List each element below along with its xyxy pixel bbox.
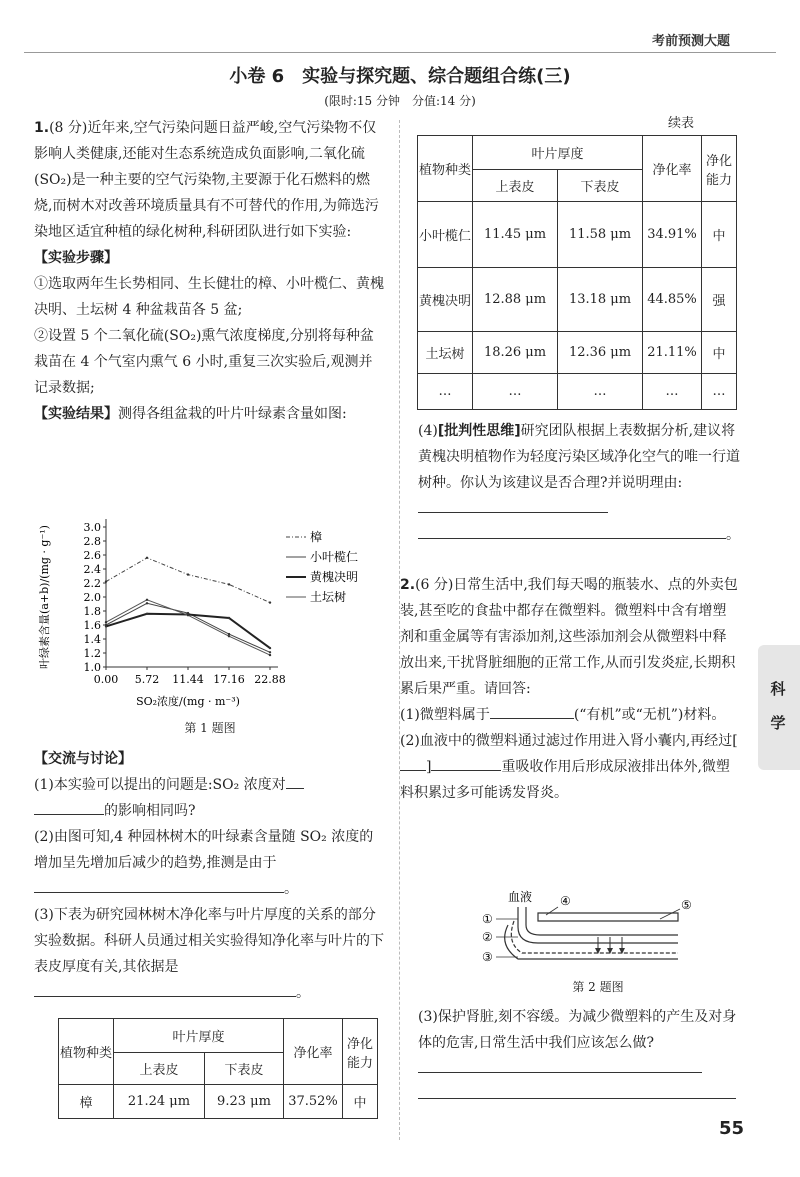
q2-part-1-suffix: (“有机”或“无机”)材料。 <box>573 707 726 723</box>
q1-score: (8 分) <box>49 120 88 136</box>
q1-part-2-text: (2)由图可知,4 种园林树木的叶绿素含量随 SO₂ 浓度的增加呈先增加后减少的趋势,推测是由于 <box>34 829 374 871</box>
x-axis-label: SO₂浓度/(mg · m⁻³) <box>136 695 240 708</box>
cell-rate: 34.91% <box>643 202 702 268</box>
thickness-table-part-2 <box>417 135 737 410</box>
y-tick-label: 2.8 <box>83 535 101 548</box>
q2-part-2-text-c: 重吸收作用后形成尿液排出体外,微塑料积累过多可能诱发肾炎。 <box>400 759 730 801</box>
cell-rate: 37.52% <box>284 1085 343 1119</box>
cell-ability: 中 <box>702 202 737 268</box>
cell-species: 黄槐决明 <box>418 268 473 332</box>
cell-upper: … <box>473 374 558 410</box>
table-row <box>418 374 737 410</box>
table-row <box>59 1085 378 1119</box>
q1-part-4 <box>418 418 740 548</box>
thickness-table-part-1 <box>58 1018 378 1119</box>
y-tick-label: 1.6 <box>83 619 101 632</box>
q1-part-1-suffix: 的影响相同吗? <box>104 803 196 819</box>
legend-label-3: 土坛树 <box>310 590 347 604</box>
q2-intro <box>400 572 740 702</box>
data-point <box>105 580 107 582</box>
page-title: 小卷 6 实验与探究题、综合题组合练(三) <box>229 66 571 87</box>
y-tick-label: 2.2 <box>83 577 101 590</box>
q1-part-4-blank-b[interactable] <box>418 524 726 539</box>
q2-part-1-blank[interactable] <box>490 704 574 719</box>
q1-part-4-label: (4) <box>418 423 438 439</box>
q1-part-2 <box>34 824 386 902</box>
data-point <box>105 621 107 623</box>
y-tick-label: 1.4 <box>83 633 101 646</box>
cell-species: … <box>418 374 473 410</box>
q2-part-3-text: (3)保护肾脏,刻不容缓。为减少微塑料的产生及对身体的危害,日常生活中我们应该怎么做? <box>418 1009 737 1051</box>
series-line-2 <box>106 614 270 648</box>
q2-part-3 <box>418 1004 740 1108</box>
q1-part-1 <box>34 772 386 824</box>
data-point <box>269 651 271 653</box>
q2-part-3-blank-b[interactable] <box>418 1084 736 1099</box>
q2-part-2 <box>400 728 740 806</box>
cell-lower: 12.36 μm <box>558 332 643 374</box>
th-upper: 上表皮 <box>473 170 558 202</box>
data-point <box>187 573 189 575</box>
data-point <box>228 617 230 619</box>
data-point <box>146 613 148 615</box>
q1-part-3 <box>34 902 386 1006</box>
q1-part-2-blank[interactable] <box>34 878 284 893</box>
series-line-3 <box>106 600 270 655</box>
cell-ability: 强 <box>702 268 737 332</box>
y-tick-label: 2.6 <box>83 549 101 562</box>
th-rate: 净化率 <box>284 1019 343 1085</box>
cell-rate: 21.11% <box>643 332 702 374</box>
q2-part-1 <box>400 702 740 728</box>
cell-rate: … <box>643 374 702 410</box>
data-point <box>187 614 189 616</box>
data-point <box>146 557 148 559</box>
nephron-diagram <box>478 885 718 977</box>
cell-species: 樟 <box>59 1085 114 1119</box>
y-tick-label: 1.0 <box>83 661 101 674</box>
table-row <box>418 202 737 268</box>
th-upper: 上表皮 <box>114 1053 205 1085</box>
cell-lower: 9.23 μm <box>204 1085 283 1119</box>
q2-part-2-bracket: ] <box>426 759 432 775</box>
legend-label-0: 樟 <box>310 530 323 544</box>
data-point <box>269 647 271 649</box>
label-1: ① <box>482 912 493 926</box>
header-section-label: 考前预测大题 <box>651 34 730 49</box>
y-tick-label: 2.0 <box>83 591 101 604</box>
q2-part-2-blank-number[interactable] <box>400 756 426 771</box>
y-tick-label: 1.8 <box>83 605 101 618</box>
label-5: ⑤ <box>681 898 692 912</box>
cell-ability: 中 <box>702 332 737 374</box>
q1-part-4-end: 。 <box>726 527 740 543</box>
y-tick-label: 2.4 <box>83 563 101 576</box>
label-3: ③ <box>482 950 493 964</box>
th-species: 植物种类 <box>418 136 473 202</box>
q1-result-text: 测得各组盆栽的叶片叶绿素含量如图: <box>118 406 347 422</box>
y-tick-label: 3.0 <box>83 521 101 534</box>
data-point <box>269 601 271 603</box>
q1-figure-caption: 第 1 题图 <box>184 721 236 735</box>
q2-part-3-blank-a[interactable] <box>418 1058 702 1073</box>
cell-ability: … <box>702 374 737 410</box>
page-subtitle: (限时:15 分钟 分值:14 分) <box>324 94 476 108</box>
q1-intro <box>34 115 386 245</box>
q2-part-1-text: (1)微塑料属于 <box>400 707 490 723</box>
table-continued-label: 续表 <box>668 116 695 131</box>
q1-result <box>34 401 386 427</box>
subject-tab-char-1: 科 <box>770 680 786 698</box>
cell-upper: 11.45 μm <box>473 202 558 268</box>
cell-species: 小叶榄仁 <box>418 202 473 268</box>
cell-lower: 13.18 μm <box>558 268 643 332</box>
q1-steps-heading: 【实验步骤】 <box>34 250 118 266</box>
th-lower: 下表皮 <box>558 170 643 202</box>
q1-part-4-text: 研究团队根据上表数据分析,建议将黄槐决明植物作为轻度污染区域净化空气的唯一行道树种。你认为该建议是否合理?并说明理由: <box>418 423 740 491</box>
cell-upper: 18.26 μm <box>473 332 558 374</box>
data-point <box>269 654 271 656</box>
series-line-1 <box>106 603 270 652</box>
q1-part-3-text: (3)下表为研究园林树木净化率与叶片厚度的关系的部分实验数据。科研人员通过相关实验得知净化率与叶片的下表皮厚度有关,其依据是 <box>34 907 384 975</box>
series-line-0 <box>106 558 270 603</box>
q2-number: 2. <box>400 577 416 593</box>
q2-figure-caption: 第 2 题图 <box>572 980 624 994</box>
data-point <box>146 599 148 601</box>
legend-label-2: 黄槐决明 <box>310 570 359 584</box>
th-ability: 净化能力 <box>343 1019 378 1085</box>
chlorophyll-chart <box>34 505 386 717</box>
q1-discuss-heading: 【交流与讨论】 <box>34 751 132 767</box>
cell-rate: 44.85% <box>643 268 702 332</box>
y-tick-label: 1.2 <box>83 647 101 660</box>
th-species: 植物种类 <box>59 1019 114 1085</box>
data-point <box>228 635 230 637</box>
th-thickness: 叶片厚度 <box>114 1019 284 1053</box>
th-lower: 下表皮 <box>204 1053 283 1085</box>
header-rule <box>24 52 776 53</box>
subject-tab-label <box>766 672 790 740</box>
q1-part-3-blank[interactable] <box>34 982 296 997</box>
th-ability: 净化能力 <box>702 136 737 202</box>
question-1 <box>34 115 386 427</box>
q1-part-4-blank-a[interactable] <box>418 498 608 513</box>
q2-score: (6 分) <box>415 577 454 593</box>
y-axis-label: 叶绿素含量(a+b)/(mg · g⁻¹) <box>38 525 51 669</box>
data-point <box>228 583 230 585</box>
table-row <box>418 268 737 332</box>
q1-part-1-blank-a[interactable] <box>286 774 304 789</box>
q1-part-3-end: 。 <box>296 985 310 1001</box>
q2-intro-text: 日常生活中,我们每天喝的瓶装水、点的外卖包装,甚至吃的食盐中都存在微塑料。微塑料中含有增塑剂和重金属等有害添加剂,这些添加剂会从微塑料中释放出来,干扰肾脏细胞的正常工作,从而引发炎症,长期积累后果严重。请回答: <box>400 577 738 697</box>
table-row <box>418 332 737 374</box>
q1-step-2: ②设置 5 个二氧化硫(SO₂)熏气浓度梯度,分别将每种盆栽苗在 4 个气室内熏气 6 小时,重复三次实验后,观测并记录数据; <box>34 328 374 396</box>
q1-intro-text: 近年来,空气污染问题日益严峻,空气污染物不仅影响人类健康,还能对生态系统造成负面影响,二氧化硫(SO₂)是一种主要的空气污染物,主要源于化石燃料的燃烧,而树木对改善环境质量具有不可替代的作用,为筛选污染地区适宜种植的绿化树种,科研团队进行如下实验: <box>34 120 379 240</box>
q1-number: 1. <box>34 120 50 136</box>
page-number: 55 <box>718 1118 744 1139</box>
x-tick-label: 5.72 <box>134 673 160 686</box>
cell-ability: 中 <box>343 1085 378 1119</box>
data-point <box>105 625 107 627</box>
data-point <box>146 602 148 604</box>
label-4: ④ <box>560 894 571 908</box>
q1-part-1-blank-b[interactable] <box>34 800 104 815</box>
label-2: ② <box>482 930 493 944</box>
x-tick-label: 17.16 <box>213 673 245 686</box>
q1-discussion <box>34 746 386 1006</box>
q1-step-1: ①选取两年生长势相同、生长健壮的樟、小叶榄仁、黄槐决明、土坛树 4 种盆栽苗各 5 盆; <box>34 276 384 318</box>
q2-part-2-text-a: (2)血液中的微塑料通过滤过作用进入肾小囊内,再经过[ <box>400 733 738 749</box>
label-blood: 血液 <box>508 890 533 904</box>
cell-upper: 21.24 μm <box>114 1085 205 1119</box>
cell-lower: 11.58 μm <box>558 202 643 268</box>
x-tick-label: 11.44 <box>172 673 204 686</box>
cell-lower: … <box>558 374 643 410</box>
cell-species: 土坛树 <box>418 332 473 374</box>
q1-part-1-text: (1)本实验可以提出的问题是:SO₂ 浓度对 <box>34 777 286 793</box>
subject-tab-char-2: 学 <box>770 714 786 732</box>
q2-part-2-blank-name[interactable] <box>431 756 501 771</box>
th-thickness: 叶片厚度 <box>473 136 643 170</box>
q1-result-heading: 【实验结果】 <box>34 406 118 422</box>
q1-part-2-end: 。 <box>284 881 298 897</box>
x-tick-label: 22.88 <box>254 673 286 686</box>
x-tick-label: 0.00 <box>93 673 119 686</box>
q1-part-4-tag: [批判性思维] <box>437 423 521 439</box>
cell-upper: 12.88 μm <box>473 268 558 332</box>
data-point <box>228 633 230 635</box>
question-2 <box>400 572 740 806</box>
legend-label-1: 小叶榄仁 <box>310 550 359 564</box>
th-rate: 净化率 <box>643 136 702 202</box>
